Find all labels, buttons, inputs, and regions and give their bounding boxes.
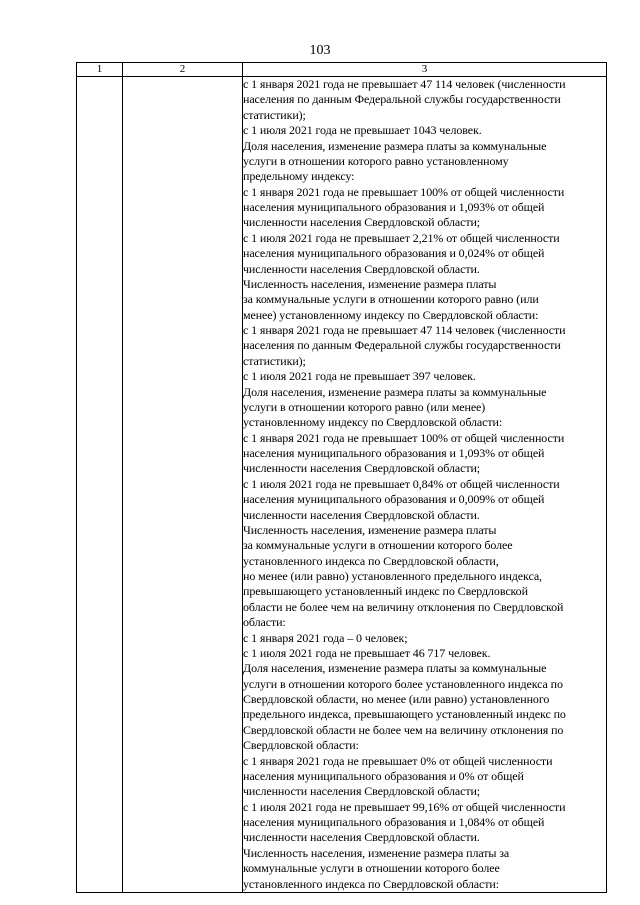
text-line: населения по данным Федеральной службы государственности	[243, 338, 561, 353]
text-line: с 1 июля 2021 года не превышает 99,16% от общей численности	[243, 799, 566, 814]
text-line: с 1 июля 2021 года не превышает 2,21% от общей численности	[243, 230, 560, 245]
text-line: населения муниципального образования и 1,093% от общей	[243, 200, 545, 214]
cell-column-1	[77, 77, 123, 893]
text-line: с 1 января 2021 года не превышает 0% от общей численности	[243, 753, 553, 768]
text-line: с 1 января 2021 года не превышает 47 114 человек (численности	[243, 323, 566, 337]
text-line: области не более чем на величину отклонения по Свердловской	[243, 599, 564, 614]
table-header-row	[77, 63, 607, 77]
text-line: численности населения Свердловской области;	[243, 461, 481, 476]
text-line: но менее (или равно) установленного предельного индекса,	[243, 569, 542, 583]
text-line: с 1 января 2021 года не превышает 100% от общей численности	[243, 430, 565, 445]
text-line: установленного индекса по Свердловской области:	[243, 876, 499, 891]
text-line: численности населения Свердловской области;	[243, 215, 481, 230]
text-line: численности населения Свердловской области.	[243, 507, 480, 522]
text-line: статистики);	[243, 107, 306, 122]
cell-column-3	[243, 77, 607, 893]
text-line: численности населения Свердловской области.	[243, 830, 480, 845]
text-line: услуги в отношении которого равно (или менее)	[243, 399, 486, 414]
text-line: с 1 июля 2021 года не превышает 0,84% от общей численности	[243, 476, 560, 491]
text-line: с 1 января 2021 года не превышает 100% от общей численности	[243, 184, 565, 199]
text-line: менее) установленному индексу по Свердловской области:	[243, 307, 539, 322]
text-line: населения муниципального образования и 1,084% от общей	[243, 815, 545, 829]
text-line: численности населения Свердловской области;	[243, 784, 481, 799]
text-line: области:	[243, 615, 286, 630]
text-line: Свердловской области, но менее (или равно) установленного	[243, 692, 550, 706]
text-line: за коммунальные услуги в отношении которого более	[243, 538, 513, 553]
text-line: Свердловской области не более чем на величину отклонения по	[243, 722, 564, 737]
text-line: населения по данным Федеральной службы государственности	[243, 92, 561, 107]
text-line: населения муниципального образования и 0% от общей	[243, 768, 524, 783]
text-line: предельного индекса, превышающего установленный индекс по	[243, 707, 566, 722]
text-line: установленному индексу по Свердловской области:	[243, 415, 503, 430]
column-header-2: 2	[123, 63, 243, 77]
text-line: с 1 июля 2021 года не превышает 1043 человек.	[243, 123, 482, 138]
text-line: Численность населения, изменение размера платы	[243, 522, 497, 537]
text-line: установленного индекса по Свердловской области,	[243, 553, 499, 568]
text-line: превышающего установленный индекс по Свердловской	[243, 584, 528, 599]
text-line: Свердловской области:	[243, 738, 359, 753]
text-line: населения муниципального образования и 0,009% от общей	[243, 492, 545, 507]
text-line: с 1 июля 2021 года не превышает 46 717 человек.	[243, 645, 491, 660]
text-line: с 1 января 2021 года – 0 человек;	[243, 630, 408, 645]
text-line: с 1 января 2021 года не превышает 47 114 человек (численности	[243, 77, 566, 91]
text-line: услуги в отношении которого более установленного индекса по	[243, 676, 563, 691]
text-line: Доля населения, изменение размера платы за коммунальные	[243, 384, 547, 399]
text-line: коммунальные услуги в отношении которого более	[243, 861, 500, 876]
text-line: Численность населения, изменение размера платы	[243, 276, 497, 291]
text-line: населения муниципального образования и 0,024% от общей	[243, 246, 545, 261]
text-line: Доля населения, изменение размера платы за коммунальные	[243, 661, 547, 676]
text-line: предельному индексу:	[243, 169, 355, 184]
text-line: численности населения Свердловской области.	[243, 261, 480, 276]
text-line: статистики);	[243, 353, 306, 368]
cell-column-2	[123, 77, 243, 893]
text-line: с 1 июля 2021 года не превышает 397 человек.	[243, 369, 476, 384]
text-line: населения муниципального образования и 1,093% от общей	[243, 446, 545, 460]
page-number: 103	[309, 43, 331, 58]
column-header-3: 3	[243, 63, 607, 77]
text-line: Доля населения, изменение размера платы за коммунальные	[243, 138, 547, 153]
table-row	[77, 77, 607, 893]
column-header-1: 1	[77, 63, 123, 77]
text-line: за коммунальные услуги в отношении которого равно (или	[243, 292, 539, 307]
text-line: Численность населения, изменение размера платы за	[243, 845, 510, 860]
document-table	[76, 62, 607, 893]
text-line: услуги в отношении которого равно установленному	[243, 153, 509, 168]
